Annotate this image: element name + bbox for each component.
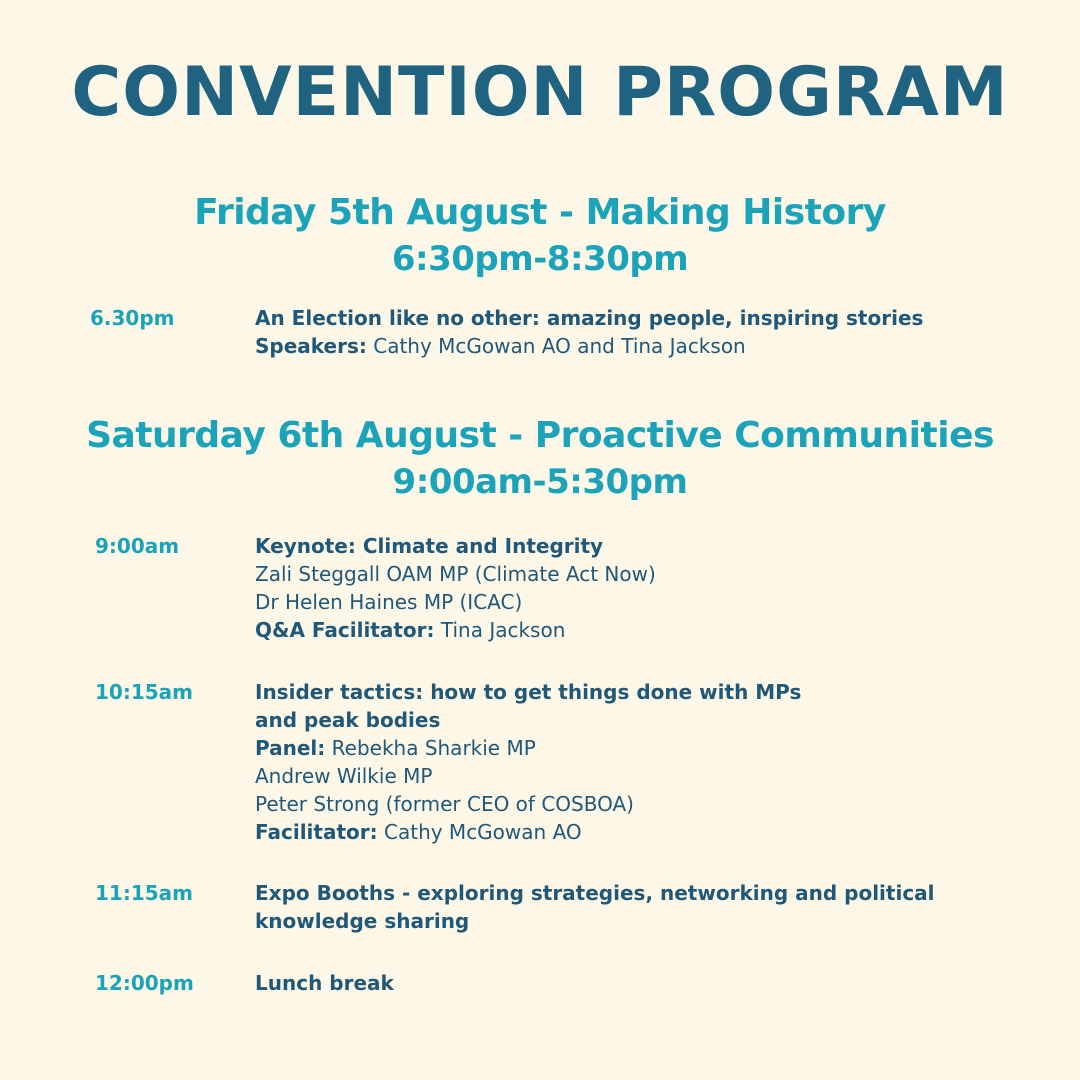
event-title: Insider tactics: how to get things done with MPs xyxy=(255,680,802,704)
panel-member: Andrew Wilkie MP xyxy=(255,764,433,788)
event-details xyxy=(255,678,1035,846)
facilitator-name: Tina Jackson xyxy=(440,618,566,642)
event-title: Lunch break xyxy=(255,971,394,995)
panel-member: Rebekha Sharkie MP xyxy=(331,736,536,760)
panel-member: Peter Strong (former CEO of COSBOA) xyxy=(255,792,634,816)
event-title: Expo Booths - exploring strategies, networking and political xyxy=(255,881,935,905)
speakers-names: Cathy McGowan AO and Tina Jackson xyxy=(373,334,746,358)
facilitator-name: Cathy McGowan AO xyxy=(384,820,582,844)
speakers-label: Speakers: xyxy=(255,334,367,358)
event-time: 11:15am xyxy=(95,881,193,905)
event-details xyxy=(255,532,1035,644)
event-details xyxy=(255,969,1035,997)
facilitator-label: Q&A Facilitator: xyxy=(255,618,435,642)
event-details xyxy=(255,304,1035,360)
event-title-continued: and peak bodies xyxy=(255,708,441,732)
friday-heading-title: Friday 5th August - Making History xyxy=(194,192,886,233)
event-time: 10:15am xyxy=(95,680,193,704)
saturday-heading xyxy=(0,413,1080,505)
speaker-line: Zali Steggall OAM MP (Climate Act Now) xyxy=(255,562,656,586)
saturday-heading-hours: 9:00am-5:30pm xyxy=(392,462,688,502)
panel-label: Panel: xyxy=(255,736,326,760)
friday-heading xyxy=(0,190,1080,282)
facilitator-label: Facilitator: xyxy=(255,820,378,844)
page-title: CONVENTION PROGRAM xyxy=(71,53,1009,132)
event-time: 6.30pm xyxy=(90,306,175,330)
event-time: 9:00am xyxy=(95,534,180,558)
saturday-heading-title: Saturday 6th August - Proactive Communities xyxy=(86,415,994,456)
event-title-continued: knowledge sharing xyxy=(255,909,470,933)
event-title: An Election like no other: amazing people, inspiring stories xyxy=(255,306,924,330)
speaker-line: Dr Helen Haines MP (ICAC) xyxy=(255,590,523,614)
event-details xyxy=(255,879,1035,935)
event-time: 12:00pm xyxy=(95,971,194,995)
friday-heading-hours: 6:30pm-8:30pm xyxy=(391,239,689,279)
event-title: Keynote: Climate and Integrity xyxy=(255,534,604,558)
